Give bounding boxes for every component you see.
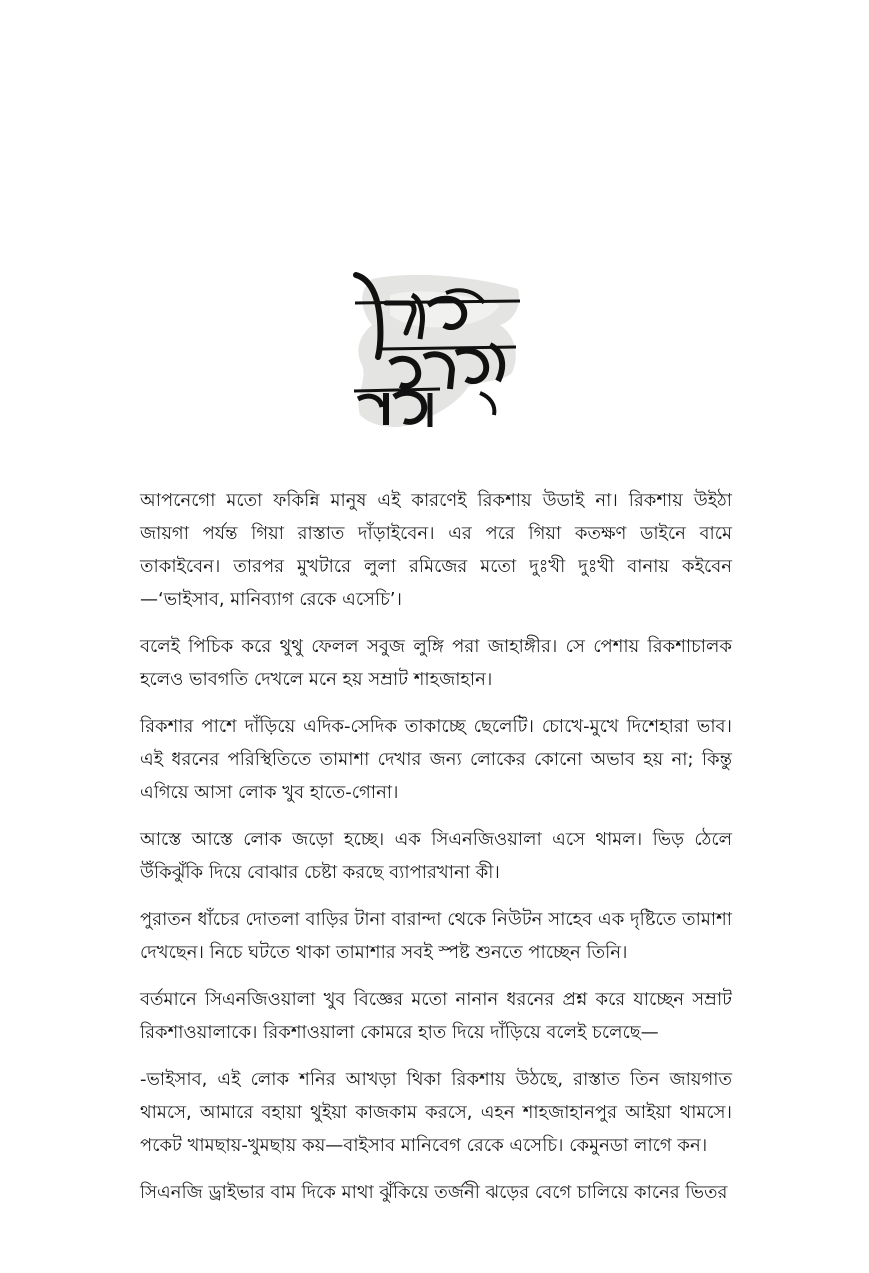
paragraph-2: বলেই পিচিক করে থুথু ফেলল সবুজ লুঙ্গি পরা জাহাঙ্গীর। সে পেশায় রিকশাচালক হলেও ভাবগতি দেখলে মনে হয় সম্রাট শাহজাহান।	[140, 636, 732, 690]
book-title-logo	[350, 265, 525, 435]
paragraph-7: -ভাইসাব, এই লোক শনির আখড়া থিকা রিকশায় উঠছে, রাস্তাত তিন জায়গাত থামসে, আমারে বহায়া থুইয়া কাজকাম করসে, এহন শাহজাহানপুর আইয়া থামসে। পকেট খামছায়-খুমছায় কয়—বাইসাব মানিবেগ রেকে এসেচি। কেমুনডা লাগে কন।	[140, 1069, 732, 1156]
paragraph-6: বর্তমানে সিএনজিওয়ালা খুব বিজ্ঞের মতো নানান ধরনের প্রশ্ন করে যাচ্ছেন সম্রাট রিকশাওয়ালাকে। রিকশাওয়ালা কোমরে হাত দিয়ে দাঁড়িয়ে বলেই চলেছে—	[140, 989, 732, 1043]
paragraph-8: সিএনজি ড্রাইভার বাম দিকে মাথা ঝুঁকিয়ে তর্জনী ঝড়ের বেগে চালিয়ে কানের ভিতর	[140, 1182, 728, 1203]
paragraph-3: রিকশার পাশে দাঁড়িয়ে এদিক-সেদিক তাকাচ্ছে ছেলেটি। চোখে-মুখে দিশেহারা ভাব। এই ধরনের পরিস্থিতিতে তামাশা দেখার জন্য লোকের কোনো অভাব হয় না; কিন্তু এগিয়ে আসা লোক খুব হাতে-গোনা।	[140, 716, 732, 803]
paragraph-5: পুরাতন ধাঁচের দোতলা বাড়ির টানা বারান্দা থেকে নিউটন সাহেব এক দৃষ্টিতে তামাশা দেখছেন। নিচে ঘটতে থাকা তামাশার সবই স্পষ্ট শুনতে পাচ্ছেন তিনি।	[140, 909, 732, 963]
paragraph-4: আস্তে আস্তে লোক জড়ো হচ্ছে। এক সিএনজিওয়ালা এসে থামল। ভিড় ঠেলে উঁকিঝুঁকি দিয়ে বোঝার চেষ্টা করছে ব্যাপারখানা কী।	[140, 829, 732, 883]
paragraph-1: আপনেগো মতো ফকিন্নি মানুষ এই কারণেই রিকশায় উডাই না। রিকশায় উইঠা জায়গা পর্যন্ত গিয়া রাস্তাত দাঁড়াইবেন। এর পরে গিয়া কতক্ষণ ডাইনে বামে তাকাইবেন। তারপর মুখটারে লুলা রমিজের মতো দুঃখী দুঃখী বানায় কইবেন—‘ভাইসাব, মানিব্যাগ রেকে এসেচি’।	[140, 490, 732, 610]
body-text	[140, 484, 732, 1223]
